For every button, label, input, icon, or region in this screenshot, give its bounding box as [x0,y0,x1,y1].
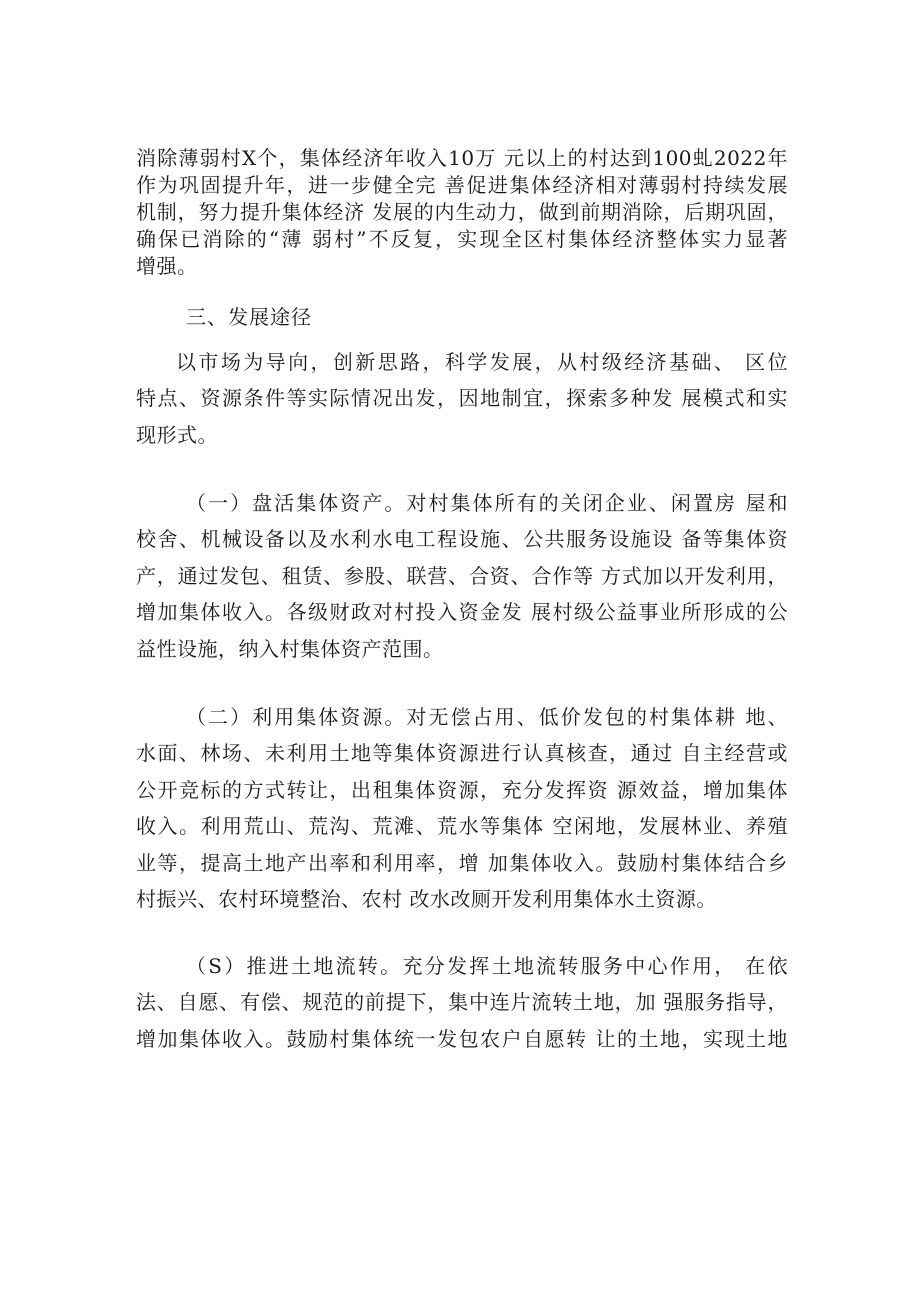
paragraph-target-summary [136,145,788,280]
paragraph-revitalize-assets [136,485,788,667]
text-line: （一）盘活集体资产。对村集体所有的关闭企业、闲置房 屋和 [186,491,788,515]
text-line: 机制，努力提升集体经济 发展的内生动力，做到前期消除，后期巩固， [136,200,788,224]
paragraph-development-path [136,344,788,453]
text-line: 增加集体收入。鼓励村集体统一发包农户自愿转 让的土地，实现土地 [136,1026,788,1051]
text-line: 作为巩固提升年，进一步健全完 善促进集体经济相对薄弱村持续发展 [136,173,788,197]
text-line: 确保已消除的“薄 弱村”不反复，实现全区村集体经济整体实力显著 [136,227,788,251]
text-line: 益性设施，纳入村集体资产范围。 [136,636,444,661]
text-line: 校舍、机械设备以及水利水电工程设施、公共服务设施设 备等集体资 [136,527,788,552]
text-line: （二）利用集体资源。对无偿占用、低价发包的村集体耕 地、 [186,705,788,729]
text-line: 业等，提高土地产出率和利用率，增 加集体收入。鼓励村集体结合乡 [136,850,788,875]
section-heading: 三、发展途径 [186,305,312,329]
paragraph-land-transfer [136,948,788,1057]
text-line: 消除薄弱村X个，集体经济年收入10万 元以上的村达到100虬2022年 [136,146,788,170]
text-line: 特点、资源条件等实际情况出发，因地制宜，探索多种发 展模式和实 [136,386,788,411]
text-line: 村振兴、农村环境整治、农村 改水改厕开发利用集体水土资源。 [136,887,717,912]
text-line: 法、自愿、有偿、规范的前提下，集中连片流转土地，加 强服务指导， [136,990,788,1015]
text-line: 现形式。 [136,422,218,447]
paragraph-utilize-resources [136,699,788,917]
text-line: （S）推进土地流转。充分发挥土地流转服务中心作用， 在依 [186,954,788,978]
text-line: 增加集体收入。各级财政对村投入资金发 展村级公益事业所形成的公 [136,600,788,625]
text-line: 水面、林场、未利用土地等集体资源进行认真核查，通过 自主经营或 [136,741,788,766]
text-line: 收入。利用荒山、荒沟、荒滩、荒水等集体 空闲地，发展林业、养殖 [136,814,788,839]
text-line: 公开竞标的方式转让，出租集体资源，充分发挥资 源效益，增加集体 [136,777,788,802]
text-line: 增强。 [136,254,198,278]
text-line: 产，通过发包、租赁、参股、联营、合资、合作等 方式加以开发利用， [136,563,788,588]
text-line: 以市场为导向，创新思路，科学发展，从村级经济基础、 区位 [176,350,788,374]
